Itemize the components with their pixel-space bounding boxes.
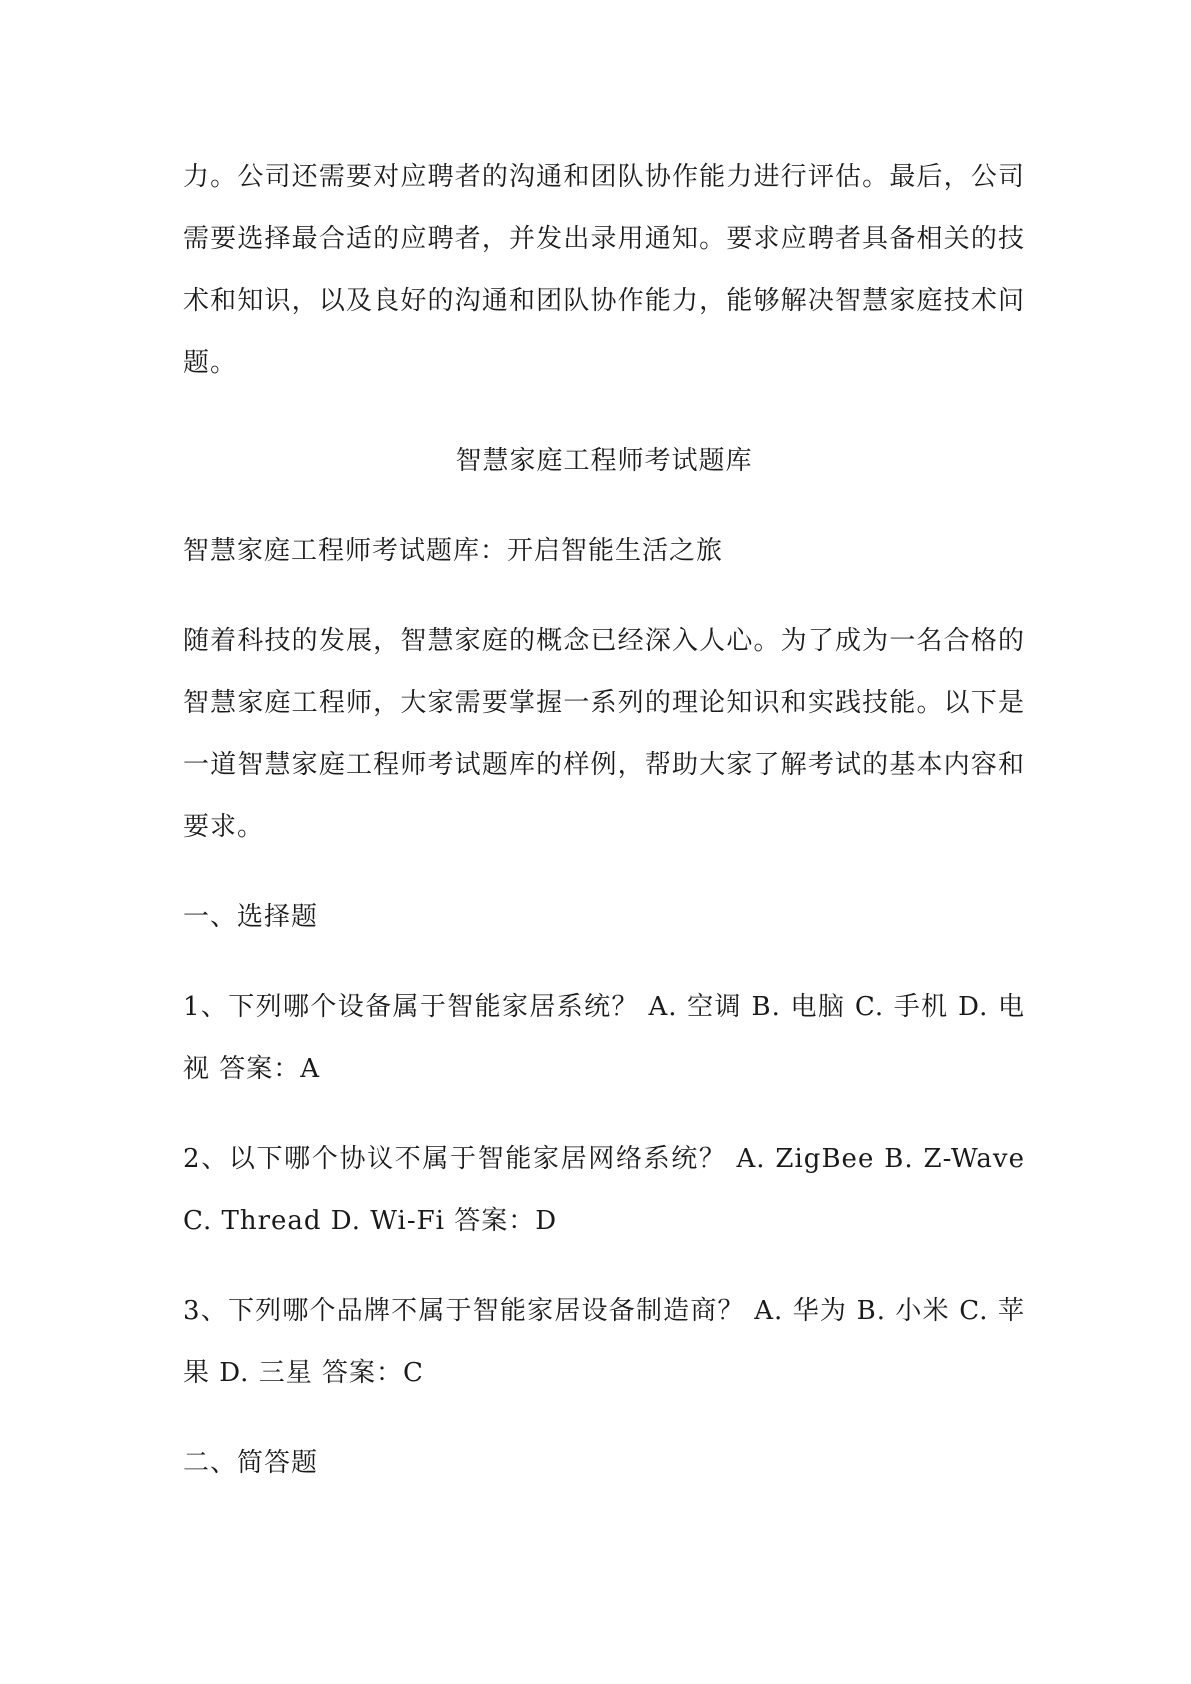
question-1: 1、下列哪个设备属于智能家居系统？ A. 空调 B. 电脑 C. 手机 D. 电视 答案：A <box>183 992 1025 1084</box>
section-heading-choice: 一、选择题 <box>183 902 319 932</box>
intro-body: 随着科技的发展，智慧家庭的概念已经深入人心。为了成为一名合格的智慧家庭工程师，大家需要掌握一系列的理论知识和实践技能。以下是一道智慧家庭工程师考试题库的样例，帮助大家了解考试的基本内容和要求。 <box>183 626 1025 842</box>
question-2: 2、以下哪个协议不属于智能家居网络系统？ A. ZigBee B. Z-Wave C. Thread D. Wi-Fi 答案：D <box>183 1144 1025 1236</box>
question-3: 3、下列哪个品牌不属于智能家居设备制造商？ A. 华为 B. 小米 C. 苹果 D. 三星 答案：C <box>183 1296 1025 1388</box>
document-title: 智慧家庭工程师考试题库 <box>455 446 753 476</box>
document-content <box>183 146 1025 1494</box>
intro-paragraph: 力。公司还需要对应聘者的沟通和团队协作能力进行评估。最后，公司需要选择最合适的应聘者，并发出录用通知。要求应聘者具备相关的技术和知识，以及良好的沟通和团队协作能力，能够解决智慧家庭技术问题。 <box>183 162 1025 378</box>
document-subtitle: 智慧家庭工程师考试题库：开启智能生活之旅 <box>183 536 724 566</box>
section-heading-short-answer: 二、简答题 <box>183 1448 319 1478</box>
